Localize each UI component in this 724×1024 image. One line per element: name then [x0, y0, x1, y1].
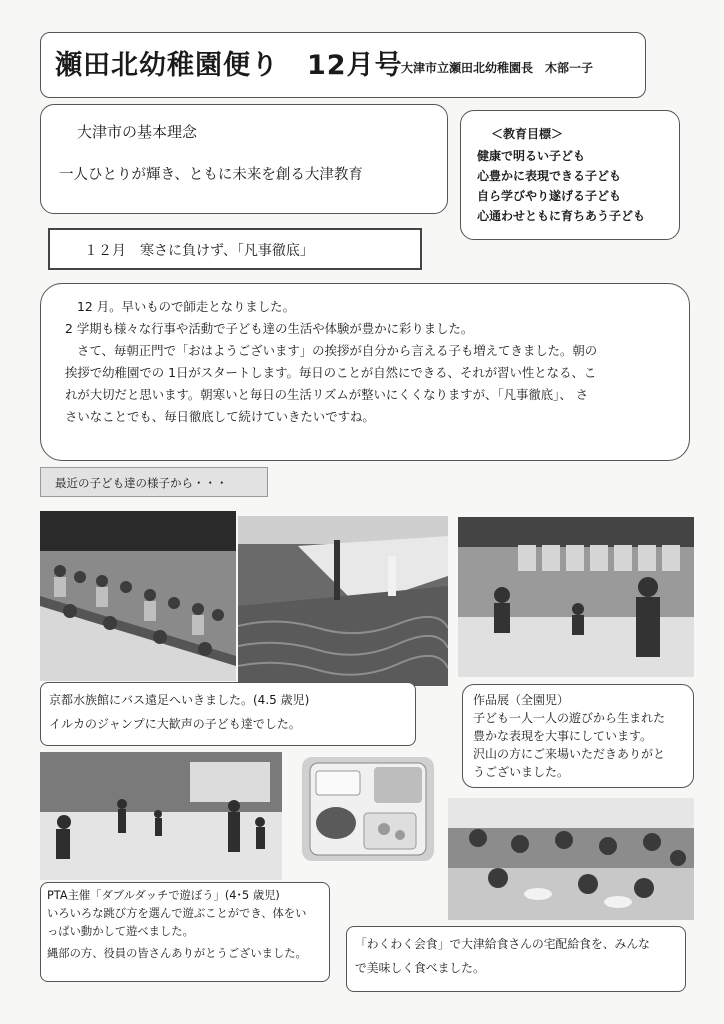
- photo-lunch-tray: [302, 757, 434, 861]
- caption-line: 作品展（全園児）: [473, 693, 570, 707]
- philosophy-box: [40, 104, 448, 214]
- message-line: 12 月。早いもので師走となりました。: [77, 299, 295, 314]
- theme-box: [48, 228, 422, 270]
- caption-line: 京都水族館にバス遠足へいきました。(4.5 歳児): [49, 693, 310, 707]
- page-title: 瀬田北幼稚園便り 12月号: [55, 50, 403, 81]
- goals-item: 自ら学びやり遂げる子ども: [477, 189, 622, 203]
- goals-item: 心豊かに表現できる子ども: [477, 169, 622, 183]
- message-line: さいなことでも、毎日徹底して続けていきたいですね。: [65, 409, 375, 424]
- caption-line: 子ども一人一人の遊びから生まれた: [473, 711, 666, 725]
- header-box: [40, 32, 646, 98]
- photo-exhibition-room: [458, 517, 694, 677]
- message-line: れが大切だと思います。朝寒いと毎日の生活リズムが整いにくくなりますが、「凡事徹底」、 さ: [65, 387, 589, 402]
- goals-item: 健康で明るい子ども: [477, 149, 586, 163]
- page-subtitle: 大津市立瀬田北幼稚園長 木部一子: [401, 61, 594, 75]
- philosophy-text: 一人ひとりが輝き、ともに未来を創る大津教育: [59, 167, 363, 183]
- caption-line: いろいろな跳び方を選んで遊ぶことができ、体をい: [47, 907, 307, 920]
- photo-children-eating: [448, 798, 694, 920]
- philosophy-heading: 大津市の基本理念: [77, 123, 198, 141]
- caption-line: っぱい動かして遊べました。: [47, 925, 194, 938]
- caption-line: 沢山の方にご来場いただきありがと: [473, 747, 666, 761]
- caption-aquarium-box: [40, 682, 416, 746]
- caption-lunch-box: [346, 926, 686, 992]
- message-line: 2 学期も様々な行事や活動で子ども達の生活や体験が豊かに彩りました。: [65, 321, 474, 336]
- caption-line: 「わくわく会食」で大津給食さんの宅配給食を、みんな: [355, 937, 650, 951]
- message-box: [40, 283, 690, 461]
- caption-pta-box: [40, 882, 330, 982]
- goals-box: [460, 110, 680, 240]
- recent-label-box: [40, 467, 268, 497]
- caption-line: うございました。: [473, 765, 570, 779]
- message-line: さて、毎朝正門で「おはようございます」の挨拶が自分から言える子も増えてきました。朝の: [77, 343, 598, 358]
- caption-exhibit-box: [462, 684, 694, 788]
- recent-label: 最近の子ども達の様子から・・・: [55, 476, 228, 490]
- goals-item: 心通わせともに育ちあう子ども: [477, 209, 646, 223]
- photo-stands: [40, 511, 236, 681]
- theme-text: １２月 寒さに負けず、「凡事徹底」: [84, 243, 314, 259]
- caption-line: で美味しく食べました。: [355, 961, 485, 975]
- caption-line: イルカのジャンプに大歓声の子ども達でした。: [49, 717, 301, 731]
- photo-dolphin-pool: [238, 516, 448, 686]
- caption-line: 縄部の方、役員の皆さんありがとうございました。: [47, 947, 307, 960]
- photo-double-dutch: [40, 752, 282, 880]
- goals-heading: ＜教育目標＞: [491, 127, 564, 141]
- caption-line: 豊かな表現を大事にしています。: [473, 729, 653, 743]
- caption-line: PTA主催「ダブルダッチで遊ぼう」(4･5 歳児): [47, 889, 280, 902]
- message-line: 挨拶で幼稚園での 1日がスタートします。毎日のことが自然にできる、それが習い性となる、こ: [65, 365, 597, 380]
